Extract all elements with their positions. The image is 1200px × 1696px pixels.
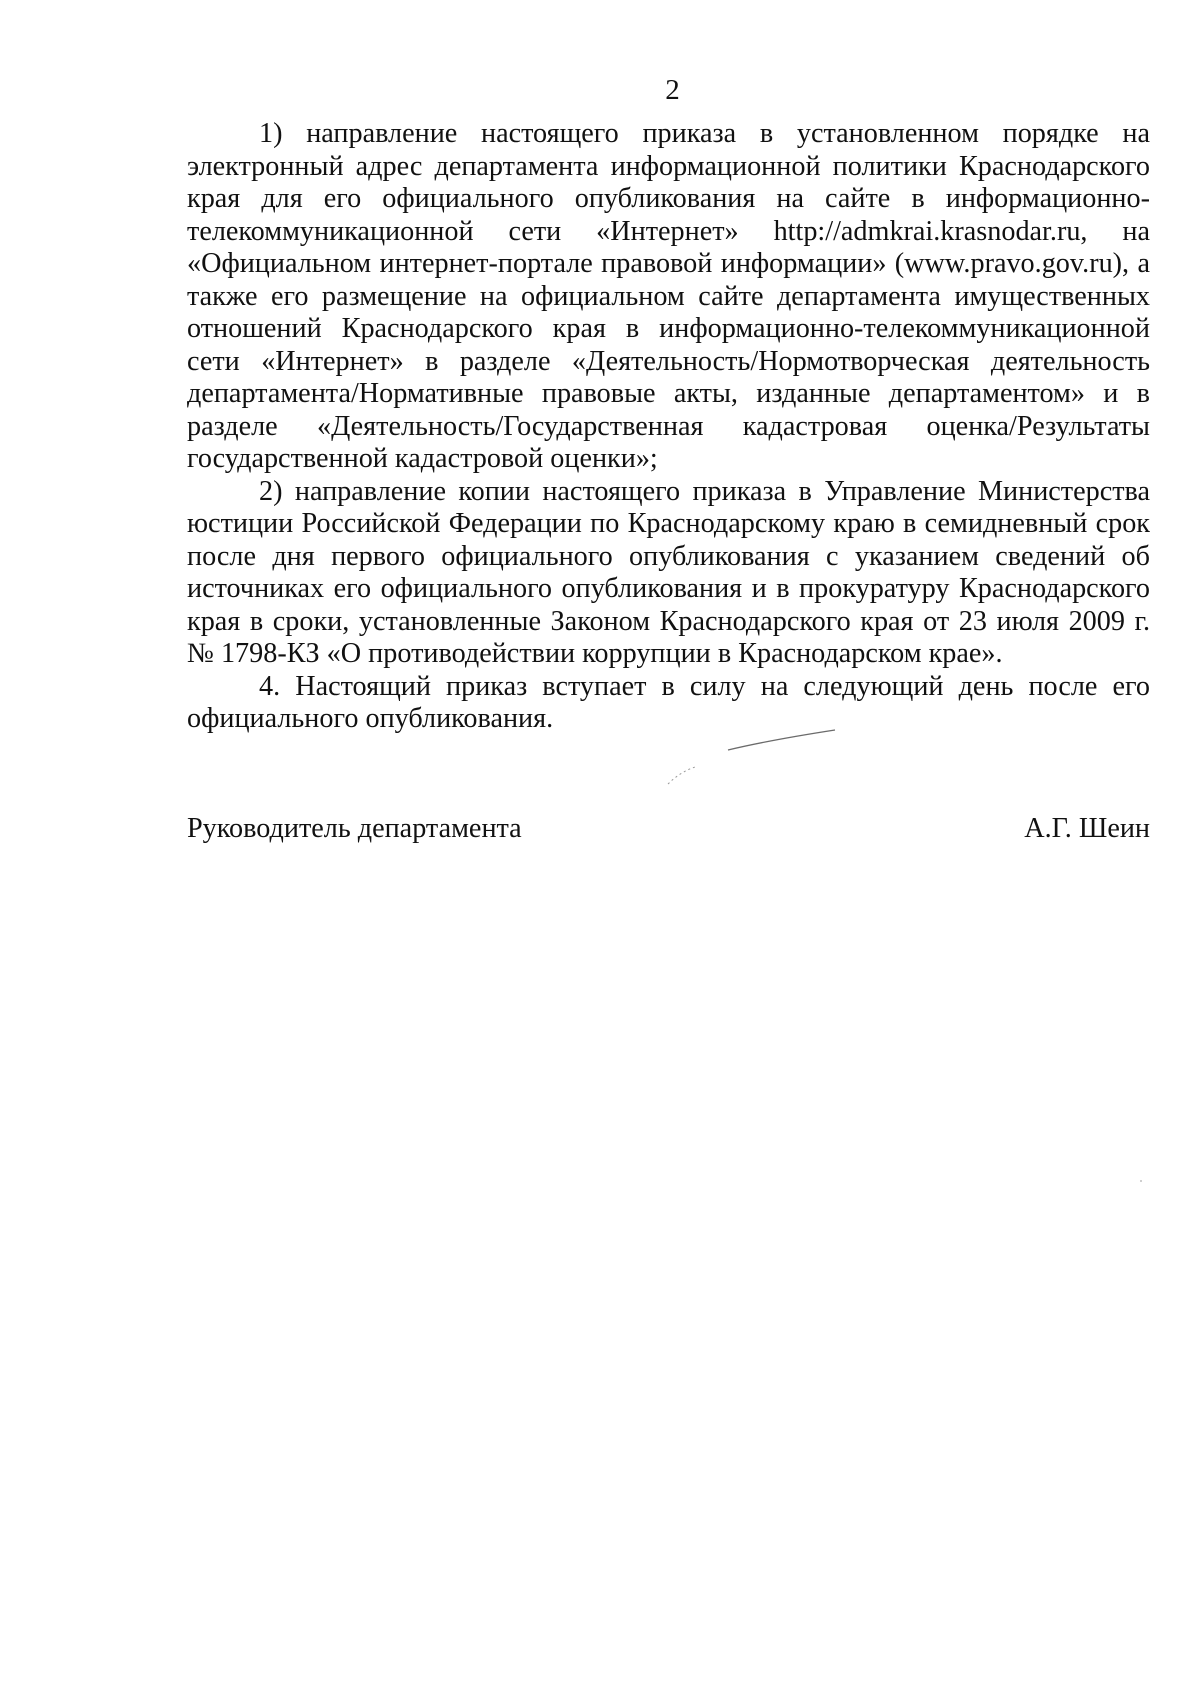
paragraph-item-4: 4. Настоящий приказ вступает в силу на следующий день после его официального опубликования.: [187, 670, 1150, 734]
paragraph-item-1: 1) направление настоящего приказа в установленном порядке на электронный адрес департамента информационной политики Краснодарского края для его официального опубликования на сайте в информационно-телекоммуникационной сети «Интернет» http://admkrai.krasnodar.ru, на «Официальном интернет-портале правовой информации» (www.pravo.gov.ru), а также его размещение на официальном сайте департамента имущественных отношений Краснодарского края в информационно-телекоммуникационной сети «Интернет» в разделе «Деятельность/Нормотворческая деятельность департамента/Нормативные правовые акты, изданные департаментом» и в разделе «Деятельность/Государственная кадастровая оценка/Результаты государственной кадастровой оценки»;: [187, 118, 1150, 474]
signature-block: [187, 813, 1150, 845]
scan-speck: [1140, 1180, 1142, 1182]
paragraph-item-2: 2) направление копии настоящего приказа в Управление Министерства юстиции Российской Федерации по Краснодарскому краю в семидневный срок после дня первого официального опубликования с указанием сведений об источниках его официального опубликования и в прокуратуру Краснодарского края в сроки, установленные Законом Краснодарского края от 23 июля 2009 г. № 1798-КЗ «О противодействии коррупции в Краснодарском крае».: [187, 475, 1150, 669]
signature-mark: [650, 722, 850, 792]
signatory-position: Руководитель департамента: [187, 813, 522, 844]
signatory-name: А.Г. Шеин: [1024, 813, 1150, 844]
page-number: 2: [665, 74, 680, 106]
document-body: [187, 118, 1150, 736]
